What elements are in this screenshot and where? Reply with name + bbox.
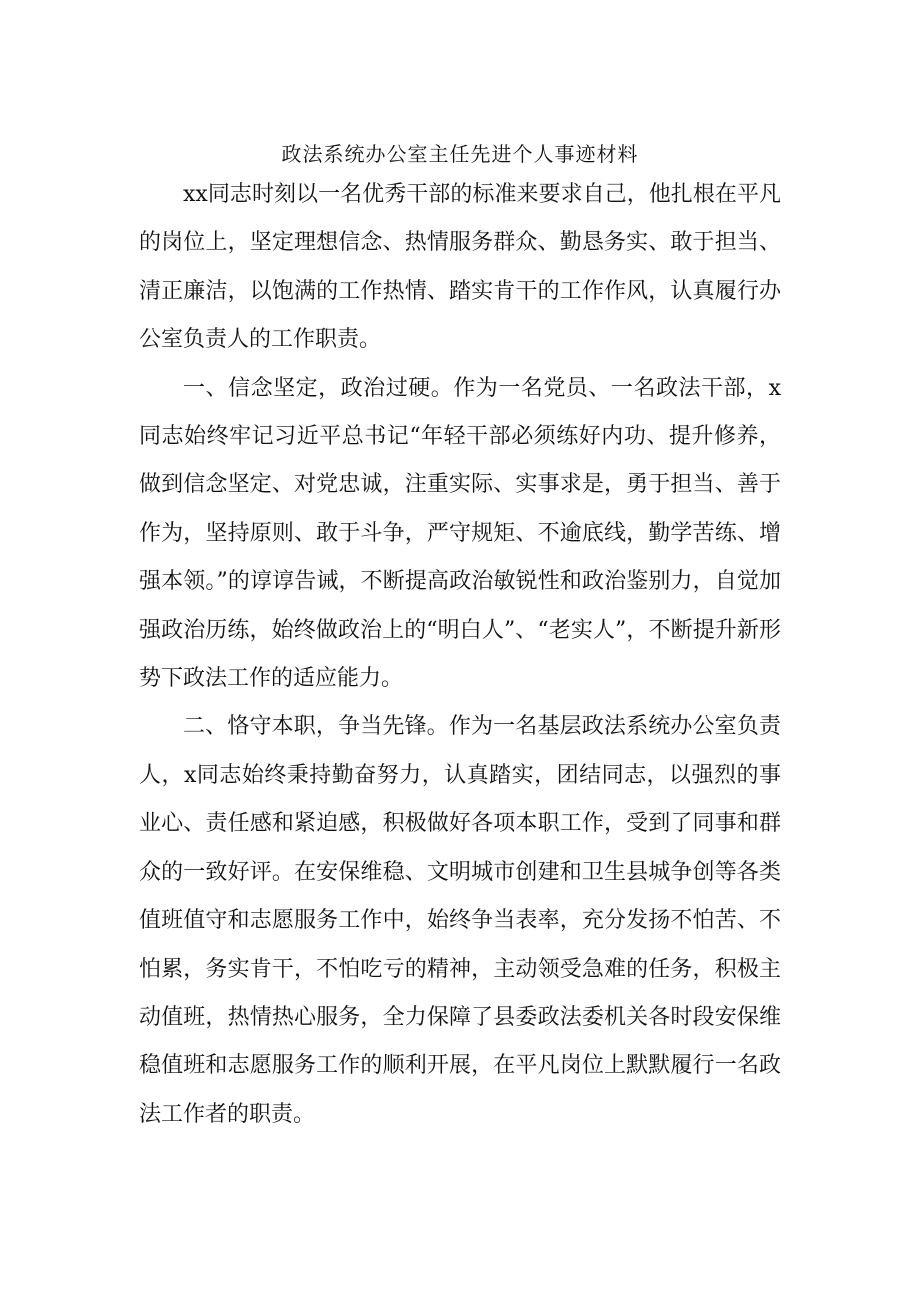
paragraph-section-1: 一、信念坚定，政治过硬。作为一名党员、一名政法干部，x同志始终牢记习近平总书记“年轻干部必须练好内功、提升修养，做到信念坚定、对党忠诚，注重实际、实事求是，勇于担当、善于作为，坚持原则、敢于斗争，严守规矩、不逾底线，勤学苦练、增强本领。”的谆谆告诫，不断提高政治敏锐性和政治鉴别力，自觉加强政治历练，始终做政治上的“明白人”、“老实人”，不断提升新形势下政法工作的适应能力。 — [139, 375, 781, 692]
paragraph-intro: xx同志时刻以一名优秀干部的标准来要求自己，他扎根在平凡的岗位上，坚定理想信念、热情服务群众、勤恳务实、敢于担当、清正廉洁，以饱满的工作热情、踏实肯干的工作作风，认真履行办公室负责人的工作职责。 — [139, 182, 781, 353]
document-title: 政法系统办公室主任先进个人事迹材料 — [281, 142, 639, 166]
paragraph-section-2: 二、恪守本职，争当先锋。作为一名基层政法系统办公室负责人，x同志始终秉持勤奋努力，认真踏实，团结同志，以强烈的事业心、责任感和紧迫感，积极做好各项本职工作，受到了同事和群众的一致好评。在安保维稳、文明城市创建和卫生县城争创等各类值班值守和志愿服务工作中，始终争当表率，充分发扬不怕苦、不怕累，务实肯干，不怕吃亏的精神，主动领受急难的任务，积极主动值班，热情热心服务，全力保障了县委政法委机关各时段安保维稳值班和志愿服务工作的顺利开展，在平凡岗位上默默履行一名政法工作者的职责。 — [139, 714, 781, 1127]
document-body — [139, 171, 781, 1139]
